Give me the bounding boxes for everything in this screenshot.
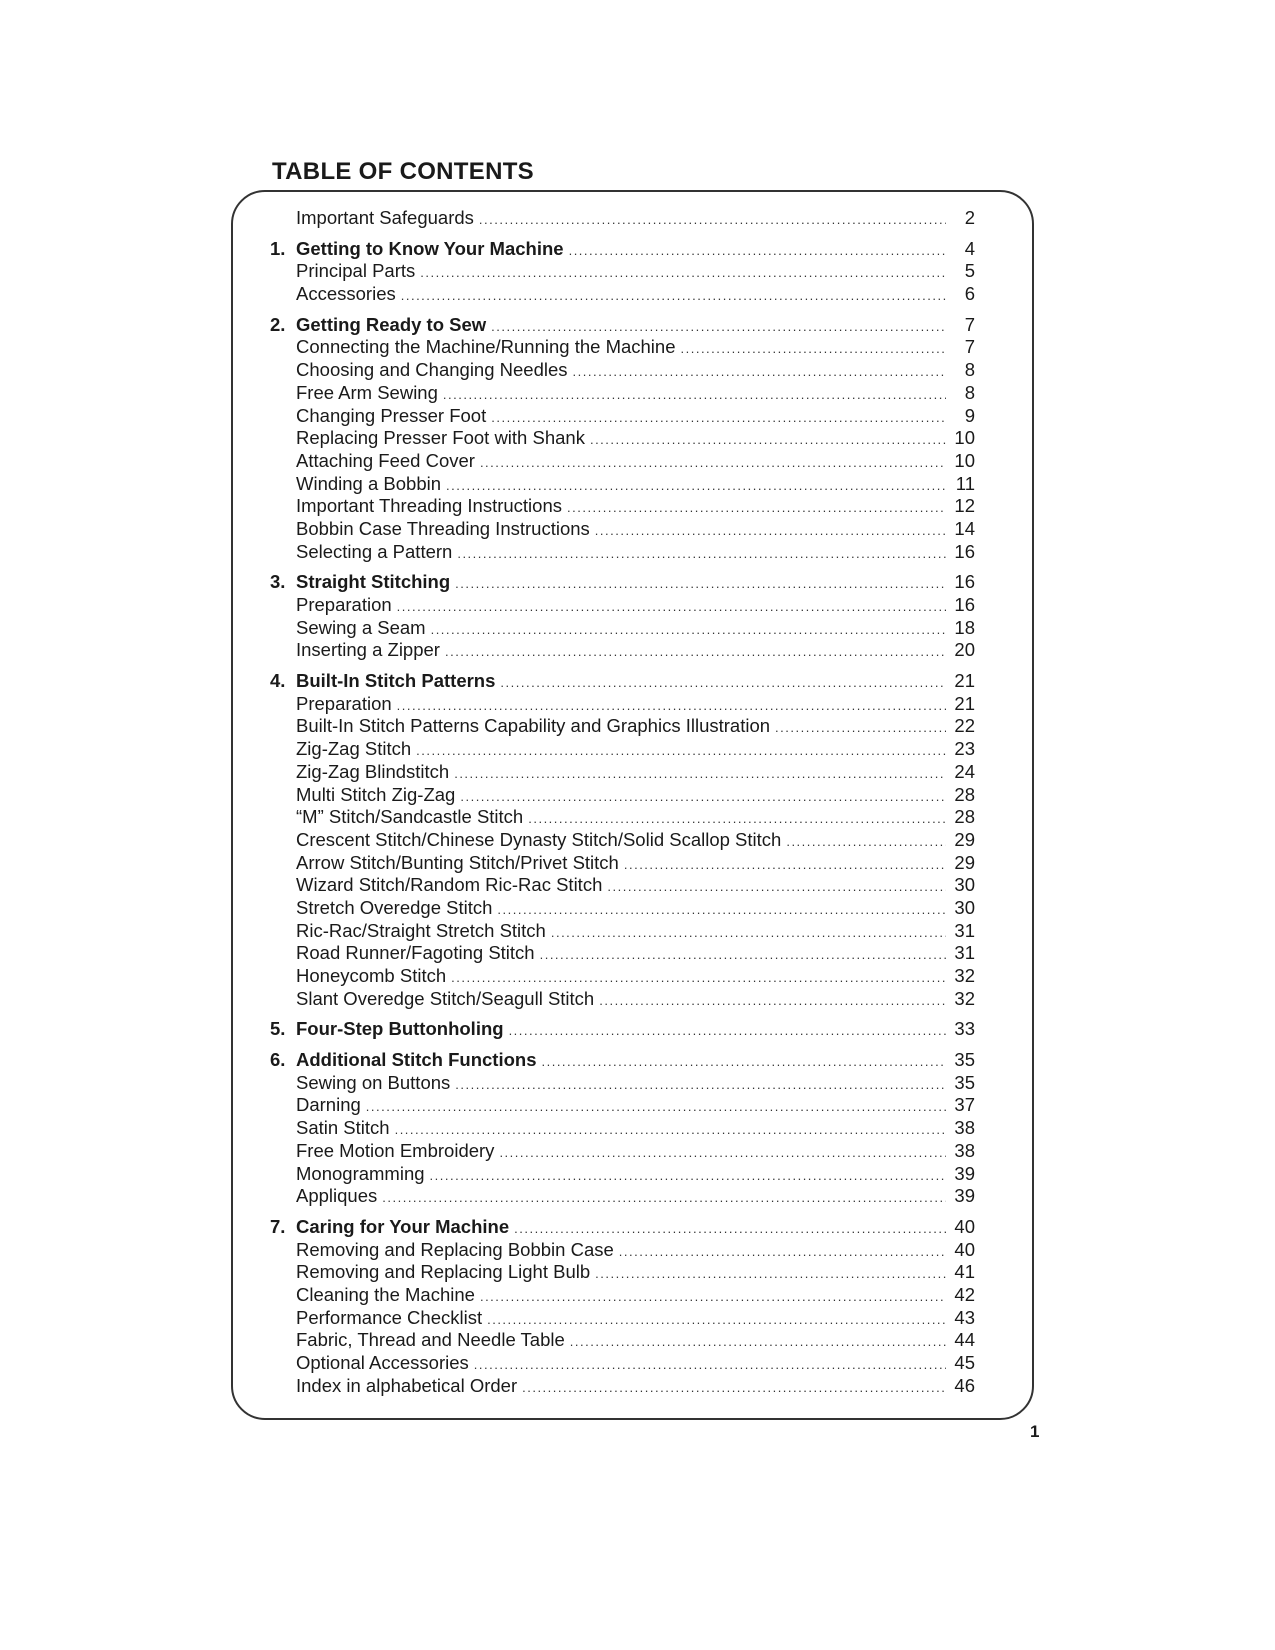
dot-leader: [540, 944, 946, 967]
toc-entry-row: [270, 1329, 975, 1352]
toc-entry-page: 39: [954, 1162, 975, 1184]
toc-entry-label: Additional Stitch Functions: [296, 1049, 537, 1071]
toc-entry-row: [270, 942, 975, 965]
toc-entry-row: [270, 336, 975, 359]
toc-entry-page: 23: [954, 738, 975, 760]
toc-entry-page: 8: [964, 381, 975, 403]
toc-entry-label: Straight Stitching: [296, 571, 451, 593]
toc-entry-row: [270, 693, 975, 716]
toc-entry-row: [270, 1140, 975, 1163]
toc-entry-label: Monogramming: [296, 1162, 425, 1184]
toc-entry-page: 22: [954, 715, 975, 737]
toc-entry-label: Removing and Replacing Light Bulb: [296, 1261, 591, 1283]
dot-leader: [514, 1218, 946, 1241]
toc-entry-label: Four-Step Buttonholing: [296, 1018, 504, 1040]
toc-entry-page: 29: [954, 828, 975, 850]
toc-entry-row: [270, 897, 975, 920]
dot-leader: [416, 740, 946, 763]
toc-entry-label: Caring for Your Machine: [296, 1215, 510, 1237]
dot-leader: [551, 922, 946, 945]
dot-leader: [607, 876, 946, 899]
toc-entry-label: Arrow Stitch/Bunting Stitch/Privet Stitch: [296, 851, 619, 873]
toc-entry-row: [270, 1307, 975, 1330]
toc-entry-page: 32: [954, 965, 975, 986]
toc-entry-label: Sewing a Seam: [296, 616, 426, 638]
toc-entry-label: Getting Ready to Sew: [296, 313, 487, 335]
toc-entry-label: Honeycomb Stitch: [296, 965, 447, 986]
toc-entry-label: Built-In Stitch Patterns Capability and Graphics Illustration: [296, 715, 771, 737]
toc-section-row: [270, 670, 975, 693]
toc-entry-page: 16: [954, 594, 975, 615]
toc-entry-page: 46: [954, 1374, 975, 1396]
toc-entry-page: 39: [954, 1185, 975, 1207]
toc-entry-page: 28: [954, 806, 975, 828]
dot-leader: [541, 1051, 946, 1074]
dot-leader: [431, 619, 946, 642]
toc-entry-number: 1.: [270, 237, 286, 259]
toc-entry-label: Index in alphabetical Order: [296, 1374, 518, 1396]
toc-entry-page: 33: [954, 1018, 975, 1040]
toc-entry-number: 7.: [270, 1215, 286, 1237]
toc-entry-page: 28: [954, 783, 975, 805]
toc-entry-page: 18: [954, 616, 975, 638]
dot-leader: [509, 1020, 946, 1043]
toc-entry-row: [270, 806, 975, 829]
toc-entry-page: 21: [954, 670, 975, 692]
toc-entry-row: [270, 427, 975, 450]
dot-leader: [491, 316, 946, 339]
toc-entry-page: 6: [964, 283, 975, 305]
toc-entry-row: [270, 874, 975, 897]
toc-entry-number: 3.: [270, 571, 286, 593]
dot-leader: [446, 475, 946, 498]
toc-entry-label: Attaching Feed Cover: [296, 449, 475, 471]
dot-leader: [455, 573, 946, 596]
toc-entry-row: [270, 405, 975, 428]
toc-entry-row: [270, 784, 975, 807]
toc-entry-label: “M” Stitch/Sandcastle Stitch: [296, 806, 524, 828]
dot-leader: [457, 543, 946, 566]
toc-entry-row: [270, 965, 975, 988]
toc-entry-row: [270, 988, 975, 1011]
dot-leader: [430, 1165, 946, 1188]
dot-leader: [491, 407, 946, 430]
toc-entry-row: [270, 920, 975, 943]
toc-entry-page: 30: [954, 874, 975, 896]
toc-entry-label: Fabric, Thread and Needle Table: [296, 1329, 565, 1351]
toc-entry-label: Sewing on Buttons: [296, 1071, 451, 1093]
toc-entry-page: 31: [954, 942, 975, 964]
toc-entry-row: [270, 359, 975, 382]
toc-entry-label: Satin Stitch: [296, 1117, 390, 1139]
dot-leader: [479, 209, 946, 232]
dot-leader: [528, 808, 946, 831]
toc-entry-label: Choosing and Changing Needles: [296, 359, 568, 381]
toc-entry-page: 35: [954, 1049, 975, 1071]
dot-leader: [497, 899, 946, 922]
toc-entry-page: 12: [954, 495, 975, 517]
dot-leader: [595, 1263, 946, 1286]
toc-section-row: [270, 238, 975, 261]
toc-entry-page: 32: [954, 987, 975, 1009]
dot-leader: [624, 854, 946, 877]
toc-entry-row: [270, 260, 975, 283]
toc-entry-row: [270, 473, 975, 496]
dot-leader: [451, 967, 946, 990]
toc-entry-page: 11: [955, 472, 975, 494]
toc-entry-page: 38: [954, 1117, 975, 1139]
toc-entry-label: Multi Stitch Zig-Zag: [296, 783, 456, 805]
toc-section-row: [270, 571, 975, 594]
toc-entry-label: Getting to Know Your Machine: [296, 237, 564, 259]
toc-entry-row: [270, 1239, 975, 1262]
toc-entry-page: 30: [954, 896, 975, 918]
dot-leader: [786, 831, 946, 854]
dot-leader: [522, 1377, 946, 1400]
dot-leader: [395, 1119, 946, 1142]
page-number: 1: [1030, 1422, 1040, 1441]
toc-entry-row: [270, 1352, 975, 1375]
toc-entry-label: Removing and Replacing Bobbin Case: [296, 1238, 614, 1260]
toc-entry-label: Built-In Stitch Patterns: [296, 670, 496, 692]
toc-section-row: [270, 1018, 975, 1041]
toc-entry-number: 2.: [270, 313, 286, 335]
toc-list: [270, 207, 975, 1397]
dot-leader: [366, 1096, 946, 1119]
dot-leader: [455, 1074, 946, 1097]
toc-entry-row: [270, 1261, 975, 1284]
toc-entry-label: Free Arm Sewing: [296, 381, 438, 403]
toc-section-row: [270, 314, 975, 337]
toc-entry-label: Ric-Rac/Straight Stretch Stitch: [296, 919, 546, 941]
dot-leader: [681, 338, 947, 361]
toc-entry-label: Accessories: [296, 283, 396, 305]
toc-entry-page: 37: [954, 1094, 975, 1116]
dot-leader: [573, 361, 946, 384]
toc-entry-page: 10: [954, 449, 975, 471]
toc-entry-number: 5.: [270, 1018, 286, 1040]
dot-leader: [499, 1142, 946, 1165]
toc-entry-number: 6.: [270, 1049, 286, 1071]
toc-entry-label: Principal Parts: [296, 260, 416, 282]
toc-entry-page: 16: [954, 540, 975, 562]
toc-entry-row: [270, 1375, 975, 1398]
dot-leader: [619, 1241, 946, 1264]
toc-entry-row: [270, 1117, 975, 1140]
toc-entry-page: 4: [964, 237, 975, 259]
toc-entry-label: Connecting the Machine/Running the Machine: [296, 336, 676, 358]
toc-entry-label: Bobbin Case Threading Instructions: [296, 517, 590, 539]
toc-entry-label: Important Safeguards: [296, 207, 474, 228]
toc-entry-row: [270, 852, 975, 875]
toc-entry-page: 7: [964, 313, 975, 335]
toc-entry-label: Winding a Bobbin: [296, 472, 442, 494]
toc-entry-page: 35: [954, 1071, 975, 1093]
toc-entry-row: [270, 1094, 975, 1117]
toc-entry-label: Optional Accessories: [296, 1352, 469, 1373]
toc-entry-row: [270, 1185, 975, 1208]
dot-leader: [443, 384, 946, 407]
dot-leader: [599, 990, 946, 1013]
dot-leader: [401, 285, 946, 308]
dot-leader: [487, 1309, 946, 1332]
toc-entry-row: [270, 518, 975, 541]
toc-entry-page: 24: [954, 760, 975, 782]
dot-leader: [460, 786, 946, 809]
page-title: TABLE OF CONTENTS: [272, 158, 534, 185]
toc-entry-row: [270, 541, 975, 564]
toc-entry-page: 20: [954, 639, 975, 661]
toc-entry-row: [270, 639, 975, 662]
toc-entry-label: Selecting a Pattern: [296, 540, 453, 562]
toc-entry-label: Wizard Stitch/Random Ric-Rac Stitch: [296, 874, 603, 896]
toc-entry-page: 41: [954, 1261, 975, 1283]
toc-entry-row: [270, 829, 975, 852]
dot-leader: [567, 497, 946, 520]
dot-leader: [397, 596, 946, 619]
toc-entry-page: 44: [954, 1329, 975, 1351]
toc-entry-label: Preparation: [296, 692, 392, 714]
toc-entry-label: Road Runner/Fagoting Stitch: [296, 942, 535, 964]
toc-entry-label: Important Threading Instructions: [296, 495, 562, 517]
dot-leader: [775, 717, 946, 740]
toc-entry-row: [270, 1163, 975, 1186]
dot-leader: [445, 641, 946, 664]
toc-entry-page: 31: [954, 919, 975, 941]
toc-entry-row: [270, 495, 975, 518]
toc-entry-row: [270, 1284, 975, 1307]
dot-leader: [569, 240, 946, 263]
toc-entry-page: 16: [954, 571, 975, 593]
dot-leader: [590, 429, 946, 452]
toc-entry-page: 21: [954, 692, 975, 714]
toc-entry-page: 29: [954, 851, 975, 873]
toc-entry-page: 40: [954, 1215, 975, 1237]
dot-leader: [570, 1331, 946, 1354]
toc-entry-page: 40: [954, 1238, 975, 1260]
dot-leader: [454, 763, 946, 786]
toc-entry-label: Zig-Zag Blindstitch: [296, 760, 450, 782]
dot-leader: [480, 452, 946, 475]
toc-entry-number: 4.: [270, 670, 286, 692]
toc-entry-label: Appliques: [296, 1185, 378, 1207]
toc-section-row: [270, 1049, 975, 1072]
toc-entry-page: 5: [964, 260, 975, 282]
toc-entry-label: Inserting a Zipper: [296, 639, 440, 661]
toc-entry-page: 42: [954, 1283, 975, 1305]
toc-entry-row: [270, 382, 975, 405]
toc-entry-row: [270, 1072, 975, 1095]
toc-entry-row: [270, 715, 975, 738]
dot-leader: [595, 520, 946, 543]
toc-entry-row: [270, 617, 975, 640]
toc-entry-label: Slant Overedge Stitch/Seagull Stitch: [296, 987, 595, 1009]
toc-entry-page: 10: [954, 427, 975, 449]
toc-entry-page: 7: [964, 336, 975, 358]
toc-entry-page: 45: [954, 1352, 975, 1373]
toc-entry-row: [270, 207, 975, 230]
toc-entry-page: 8: [964, 359, 975, 381]
toc-entry-label: Changing Presser Foot: [296, 404, 487, 426]
toc-entry-page: 14: [954, 517, 975, 539]
toc-entry-row: [270, 594, 975, 617]
toc-entry-label: Stretch Overedge Stitch: [296, 896, 493, 918]
dot-leader: [480, 1286, 946, 1309]
toc-entry-label: Replacing Presser Foot with Shank: [296, 427, 585, 449]
toc-entry-page: 2: [964, 207, 975, 228]
toc-entry-row: [270, 761, 975, 784]
toc-entry-page: 43: [954, 1306, 975, 1328]
toc-entry-page: 38: [954, 1139, 975, 1161]
toc-entry-label: Zig-Zag Stitch: [296, 738, 412, 760]
toc-section-row: [270, 1216, 975, 1239]
toc-entry-label: Preparation: [296, 594, 392, 615]
toc-entry-label: Free Motion Embroidery: [296, 1139, 495, 1161]
toc-entry-label: Crescent Stitch/Chinese Dynasty Stitch/Solid Scallop Stitch: [296, 828, 782, 850]
dot-leader: [420, 262, 946, 285]
toc-entry-label: Cleaning the Machine: [296, 1283, 475, 1305]
dot-leader: [382, 1187, 946, 1210]
dot-leader: [474, 1354, 946, 1377]
toc-entry-page: 9: [964, 404, 975, 426]
toc-entry-row: [270, 283, 975, 306]
toc-entry-label: Performance Checklist: [296, 1306, 483, 1328]
toc-entry-row: [270, 738, 975, 761]
toc-entry-label: Darning: [296, 1094, 361, 1116]
toc-entry-row: [270, 450, 975, 473]
dot-leader: [397, 695, 946, 718]
dot-leader: [500, 672, 946, 695]
